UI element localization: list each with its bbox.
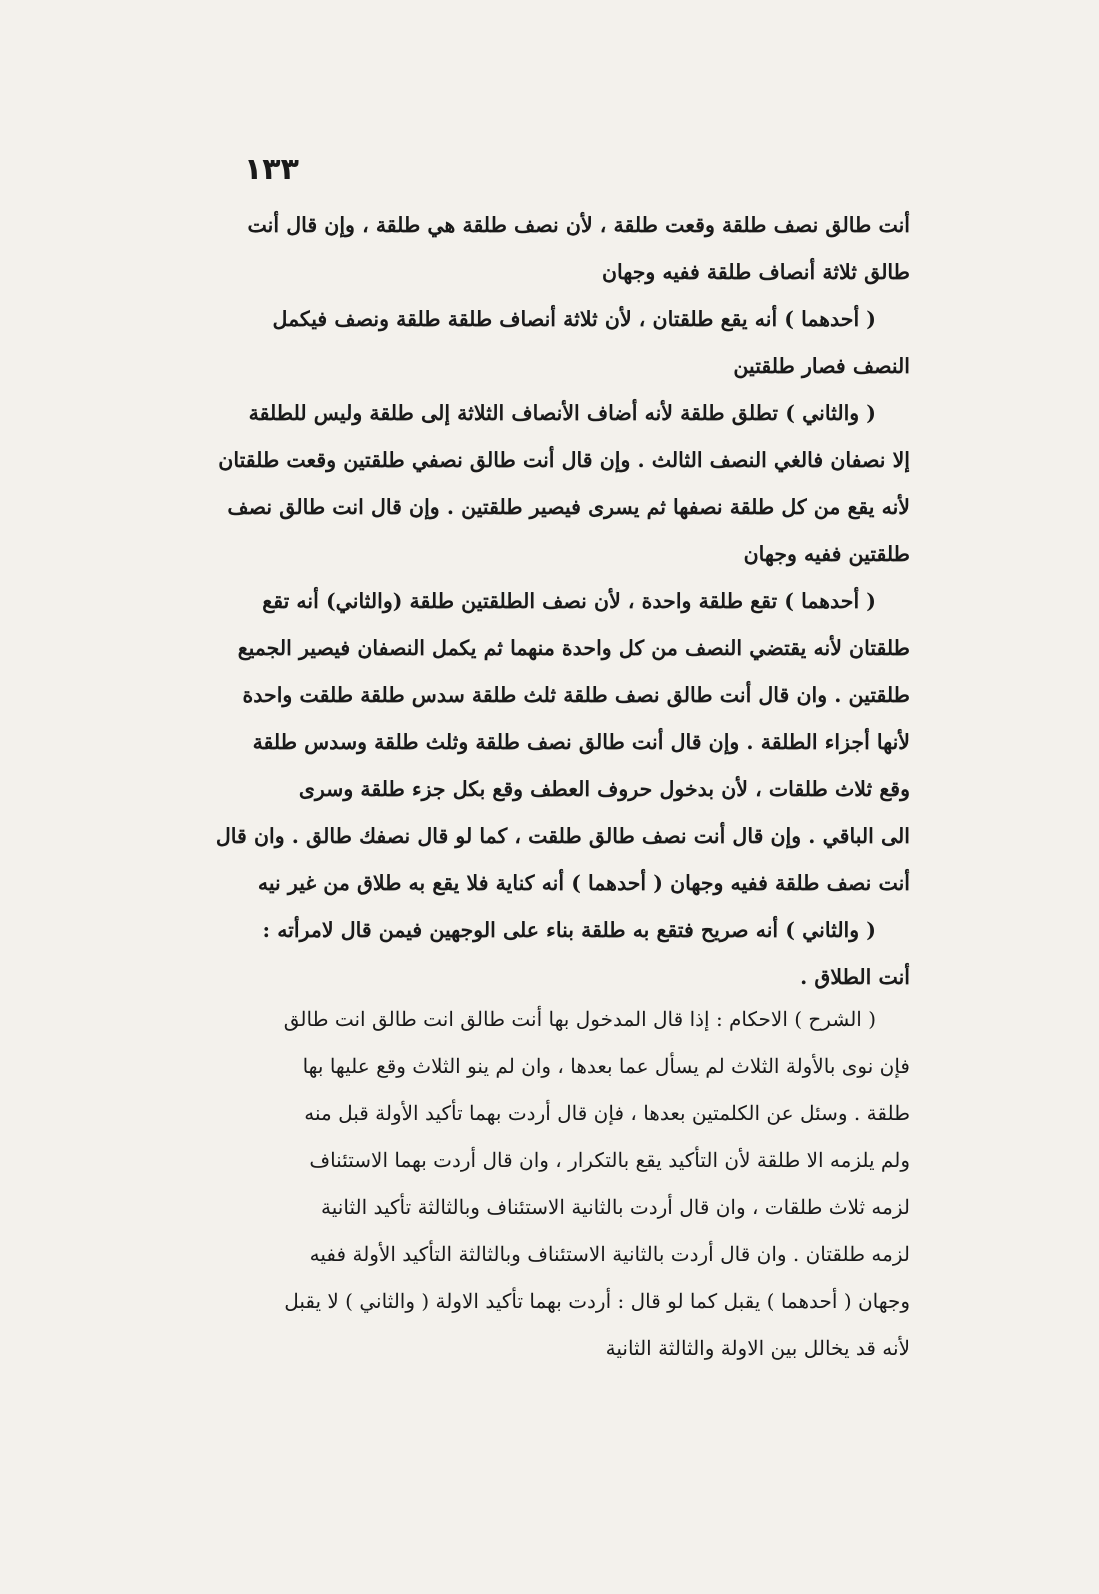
commentary-line: لزمه طلقتان . وان قال أردت بالثانية الاستئناف وبالثالثة التأكيد الأولة ففيه <box>309 1242 910 1266</box>
text-line: لأنها أجزاء الطلقة . وإن قال أنت طالق نصف طلقة وثلث طلقة وسدس طلقة <box>252 730 910 754</box>
commentary-line: طلقة . وسئل عن الكلمتين بعدها ، فإن قال أردت بهما تأكيد الأولة قبل منه <box>304 1101 910 1125</box>
main-text <box>190 202 910 1001</box>
text-line: الى الباقي . وإن قال أنت نصف طالق طلقت ، كما لو قال نصفك طالق . وان قال <box>215 824 910 848</box>
commentary-text <box>190 996 910 1372</box>
text-line: طالق ثلاثة أنصاف طلقة ففيه وجهان <box>601 260 910 284</box>
commentary-line: لزمه ثلاث طلقات ، وان قال أردت بالثانية الاستئناف وبالثالثة تأكيد الثانية <box>321 1195 910 1219</box>
commentary-line: فإن نوى بالأولة الثلاث لم يسأل عما بعدها ، وان لم ينو الثلاث وقع عليها بها <box>302 1054 910 1078</box>
section-gap <box>190 985 910 986</box>
text-line: ( أحدهما ) أنه يقع طلقتان ، لأن ثلاثة أنصاف طلقة طلقة ونصف فيكمل <box>272 307 876 331</box>
text-line: النصف فصار طلقتين <box>733 354 910 378</box>
text-line: أنت نصف طلقة ففيه وجهان ( أحدهما ) أنه كناية فلا يقع به طلاق من غير نيه <box>257 871 910 895</box>
text-line: إلا نصفان فالغي النصف الثالث . وإن قال أنت طالق نصفي طلقتين وقعت طلقتان <box>218 448 910 472</box>
commentary-line: ( الشرح ) الاحكام : إذا قال المدخول بها أنت طالق انت طالق انت طالق <box>283 1007 876 1031</box>
commentary-line: وجهان ( أحدهما ) يقبل كما لو قال : أردت بهما تأكيد الاولة ( والثاني ) لا يقبل <box>284 1289 910 1313</box>
page-number: ١٣٣ <box>244 152 299 187</box>
text-line: ( والثاني ) أنه صريح فتقع به طلقة بناء على الوجهين فيمن قال لامرأته : <box>262 918 876 942</box>
text-line: أنت الطلاق . <box>800 965 910 989</box>
text-line: طلقتين . وان قال أنت طالق نصف طلقة ثلث طلقة سدس طلقة طلقت واحدة <box>242 683 910 707</box>
text-line: أنت طالق نصف طلقة وقعت طلقة ، لأن نصف طلقة هي طلقة ، وإن قال أنت <box>247 213 910 237</box>
text-line: ( أحدهما ) تقع طلقة واحدة ، لأن نصف الطلقتين طلقة (والثاني) أنه تقع <box>262 589 876 613</box>
commentary-line: لأنه قد يخالل بين الاولة والثالثة الثانية <box>605 1336 910 1360</box>
text-line: طلقتان لأنه يقتضي النصف من كل واحدة منهما ثم يكمل النصفان فيصير الجميع <box>237 636 910 660</box>
commentary-line: ولم يلزمه الا طلقة لأن التأكيد يقع بالتكرار ، وان قال أردت بهما الاستئناف <box>309 1148 910 1172</box>
text-line: طلقتين ففيه وجهان <box>743 542 910 566</box>
text-line: وقع ثلاث طلقات ، لأن بدخول حروف العطف وقع بكل جزء طلقة وسرى <box>298 777 910 801</box>
text-line: ( والثاني ) تطلق طلقة لأنه أضاف الأنصاف الثلاثة إلى طلقة وليس للطلقة <box>248 401 876 425</box>
text-line: لأنه يقع من كل طلقة نصفها ثم يسرى فيصير طلقتين . وإن قال انت طالق نصف <box>227 495 910 519</box>
